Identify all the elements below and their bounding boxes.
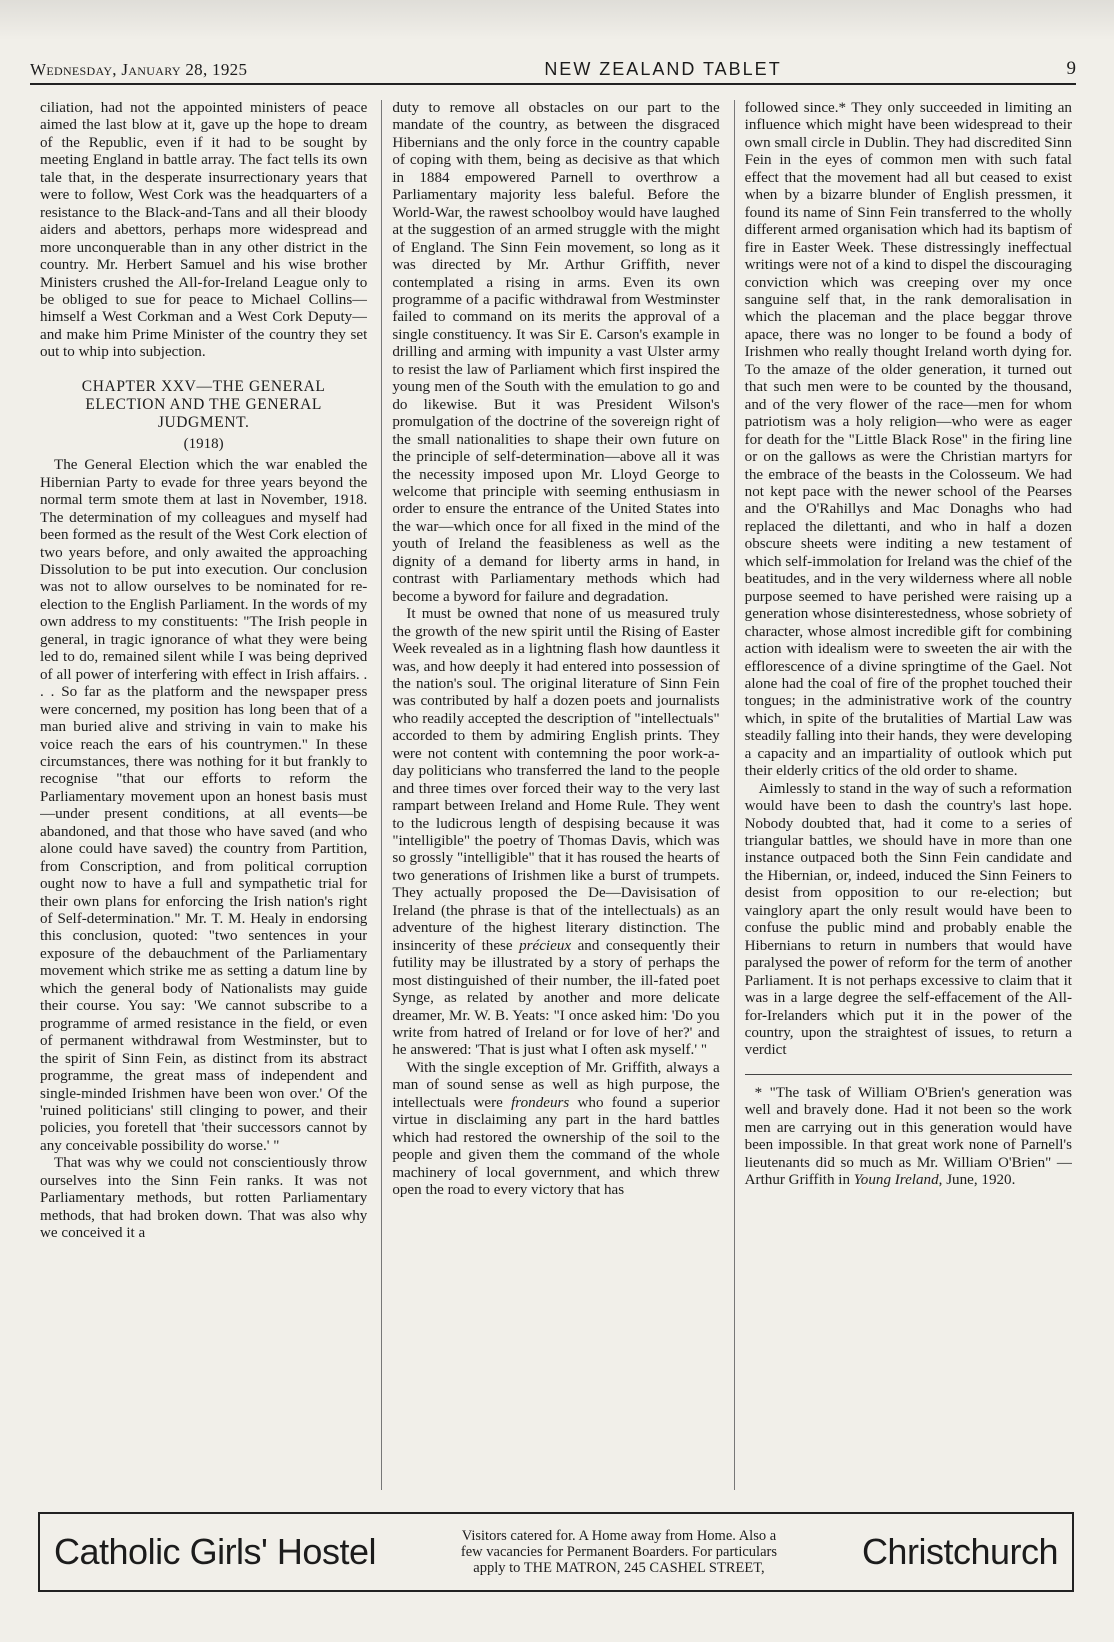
- col2-p3-text-b: who found a superior virtue in disclaiming any part in the hard battles which had restored the ownership of the soil to the people and given them the command of the whole machinery of local government, and which threw open the road to every victory that has: [392, 1094, 720, 1199]
- ad-details: [419, 1528, 819, 1576]
- col3-paragraph-2: Aimlessly to stand in the way of such a reformation would have been to dash the country's last hope. Nobody doubted that, had it come to a series of triangular battles, we should have in more than one instance outpaced both the Sinn Fein candidate and the Hibernian, or, indeed, induced the Sinn Feiners to desist from opposition to our re-election; but vainglory apart the only result would have been to confuse the public mind and probably enable the Hibernians to return in numbers that would have paralysed the power of reform for the term of another Parliament. It is not perhaps excessive to claim that it was in a large degree the self-effacement of the All-for-Irelanders which put it in the power of the country, upon the straightest of issues, to return a verdict: [744, 780, 1072, 1059]
- ad-hostel-name: Catholic Girls' Hostel: [54, 1531, 376, 1572]
- col1-paragraph-1: ciliation, had not the appointed ministers of peace aimed the last blow at it, gave up the hope to dream of the Republic, even if it had to be sought by meeting England in battle array. The fact tells its own tale that, in the desperate insurrectionary years that were to follow, West Cork was the headquarters of a resistance to the Black-and-Tans and all their bloody aiders and abettors, perhaps more widespread and more unconquerable than in any other district in the country. Mr. Herbert Samuel and his wise brother Ministers crushed the All-for-Ireland League only to be obliged to sue for peace to Michael Collins—himself a West Corkman and a West Cork Deputy—and make him Prime Minister of the country they set out to whip into subjection.: [40, 100, 368, 361]
- footnote-text-b: , June, 1920.: [938, 1172, 1016, 1189]
- col1-paragraph-2: The General Election which the war enabled the Hibernian Party to evade for three years beyond the normal term smote them at last in November, 1918. The determination of my colleagues and myself had been formed as the result of the West Cork election of two years before, and only awaited the approaching Dissolution to be put into execution. Our conclusion was not to allow ourselves to be nominated for re-election to the English Parliament. In the words of my own address to my constituents: "The Irish people in general, in tragic ignorance of what they were being led to do, remained silent while I was being deprived of all power of interfering with effect in Irish affairs. . . . So far as the platform and the newspaper press were concerned, my position has long been that of a man buried alive and striving in vain to make his voice reach the ears of his countrymen." In these circumstances, there was nothing for it but frankly to recognise "that our efforts to reform the Parliamentary movement upon an honest basis must—under present conditions, at all events—be abandoned, and that those who have saved (and who alone could have saved) the country from Partition, from Conscription, and from political corruption ought now to have a full and sympathetic trial for their own plans for enforcing the Irish nation's right of Self-determination." Mr. T. M. Healy in endorsing this conclusion, quoted: "two sentences in your exposure of the debauchment of the Parliamentary movement which strike me as setting a datum line by which the general body of Nationalists may guide their course. You say: 'We cannot subscribe to a programme of armed resistance in the field, or even of permanent withdrawal from Westminster, but to the spirit of Sinn Fein, as distinct from its abstract programme, the great mass of independent and single-minded Irishmen have been won over.' Of the 'ruined politicians' still clinging to power, and their policies, you foretell that 'their successors cannot by any conceivable possibility do worse.' ": [40, 457, 368, 1154]
- ad-city: Christchurch: [861, 1531, 1058, 1572]
- ad-details-line-1: Visitors catered for. A Home away from Home. Also a: [461, 1528, 777, 1544]
- ad-details-line-2: few vacancies for Permanent Boarders. For particulars: [460, 1544, 777, 1560]
- col2-p3-text-a: With the single exception of Mr. Griffith, always a man of sound sense as well as high purpose, the intellectuals were: [392, 1059, 720, 1111]
- ad-details-line-3: apply to THE MATRON, 245 CASHEL STREET,: [473, 1560, 765, 1576]
- chapter-title: CHAPTER XXV—THE GENERAL ELECTION AND THE GENERAL JUDGMENT.: [81, 377, 326, 431]
- column-3: [734, 100, 1072, 1490]
- col2-p2-text-a: It must be owned that none of us measured truly the growth of the new spirit until the Rising of Easter Week revealed as in a lightning flash how dauntless it was, and how deeply it had entered into possession of the nation's soul. The original literature of Sinn Fein was contributed by half a dozen poets and journalists who readily accepted the description of "intellectuals" accorded to them by admiring English prints. They were not content with contemning the poor work-a-day politicians who transferred the land to the people and three times over forced their way to the very last rampart between Ireland and Home Rule. They went to the ludicrous length of despising because it was "intelligible" the poetry of Thomas Davis, which was so grossly "intelligible" that it has roused the hearts of two generations of Irishmen like a burst of trumpets. They actually proposed the De—Davisisation of Ireland (the phrase is that of the intellectuals) as an adventure of the highest literary distinction. The insincerity of these: [392, 606, 720, 954]
- col3-paragraph-1: followed since.* They only succeeded in limiting an influence which might have been widespread to their own small circle in Dublin. They had discredited Sinn Fein in the eyes of common men with such fatal effect that the movement had all but ceased to exist when by a bizarre blunder of English pressmen, it found its name of Sinn Fein transferred to the wholly different armed organisation which had its baptism of fire in Easter Week. These distressingly ineffectual writings were not of a kind to dispel the discouraging conviction which was creeping over my once sanguine self that, in the rank demoralisation in which the placeman and the place beggar throve apace, there was no longer to be found a body of Irishmen who really thought Ireland worth dying for. To the amaze of the older generation, it turned out that such men were to be counted by the thousand, and of the very flower of the race—men for whom patriotism was a holy religion—who were as eager for death for the "Little Black Rose" in the firing line or on the gallows as were the Christian martyrs for the embrace of the beasts in the Colosseum. We had not kept pace with the newer school of the Pearses and the O'Rahillys and Mac Donaghs who had replaced the dilettanti, and who in half a dozen obscure sheets were inditing a new testament of which self-immolation for Ireland was the chief of the beatitudes, and in the very wilderness where all noble purpose seemed to have perished were raising up a generation whose disinterestedness, whose sobriety of character, whose almost incredible gift for combining action with idealism were to sweeten the air with the efflorescence of a divine springtime of the Gael. Not alone had the coal of fire of the prophet touched their tongues; in the administrative work of the country which, in spite of the brutalities of Martial Law was steadily falling into their hands, they were developing a capacity and an impartiality of outlook which put their elderly critics of the old order to shame.: [744, 100, 1072, 780]
- col1-paragraph-3: That was why we could not conscientiously throw ourselves into the Sinn Fein ranks. It was not Parliamentary methods, but rotten Parliamentary methods, that had broken down. That was also why we conceived it a: [40, 1155, 368, 1242]
- page-number: 9: [1066, 58, 1076, 79]
- paper-stain: [0, 0, 1114, 40]
- masthead: [30, 44, 1076, 85]
- column-1: [40, 100, 367, 1490]
- footnote-text: [745, 1085, 1072, 1190]
- col2-paragraph-3: [392, 1060, 719, 1200]
- masthead-title: NEW ZEALAND TABLET: [544, 59, 782, 79]
- col2-p2-text-b: and consequently their futility may be illustrated by a story of perhaps the most distinguished of their number, the ill-fated poet Synge, as related by another and more delicate dreamer, Mr. W. B. Yeats: "I once asked him: 'Do you write from hatred of Ireland or for love of her?' and he answered: 'That is just what I often ask myself.' ": [392, 937, 720, 1059]
- article-columns: [40, 100, 1072, 1490]
- col2-p3-italic: frondeurs: [511, 1094, 570, 1111]
- col2-paragraph-2: [392, 606, 719, 1060]
- col2-paragraph-1: duty to remove all obstacles on our part to the mandate of the country, as between the disgraced Hibernians and the only force in the country capable of coping with them, being as decisive as that which in 1884 empowered Parnell to overthrow a Parliamentary majority less baleful. Before the World-War, the rawest schoolboy would have laughed at the suggestion of an armed struggle with the might of England. The Sinn Fein movement, so long as it was directed by Mr. Arthur Griffith, never contemplated a rising in arms. Even its own programme of a pacific withdrawal from Westminster failed to command on its merits the approval of a single constituency. It was Sir E. Carson's example in drilling and arming with impunity a vast Ulster army to resist the law of Parliament which first inspired the young men of the South with the emulation to go and do likewise. But it was President Wilson's promulgation of the doctrine of the sovereign right of the small nationalities to shape their own future on the principle of self-determination—above all it was the necessity imposed upon Mr. Lloyd George to welcome that principle with seeming enthusiasm in order to ensure the entrance of the United States into the war—which once for all fixed in the mind of the youth of Ireland the feasibleness as well as the dignity of a demand for liberty arms in hand, in contrast with Parliamentary methods which had become a byword for failure and degradation.: [392, 100, 720, 605]
- footnote-italic: Young Ireland: [853, 1172, 939, 1189]
- footnote: [745, 1074, 1072, 1190]
- advertisement-box: [38, 1512, 1074, 1592]
- col2-p2-italic: précieux: [519, 937, 572, 954]
- column-2: [381, 100, 719, 1490]
- chapter-year: (1918): [183, 435, 224, 452]
- masthead-date: Wednesday, January 28, 1925: [30, 60, 248, 79]
- footnote-text-a: * "The task of William O'Brien's generation was well and bravely done. Had it not been so the work men are carrying out in this generation would have been impossible. In that great work none of Parnell's lieutenants did so much as Mr. William O'Brien" —Arthur Griffith in: [744, 1084, 1072, 1189]
